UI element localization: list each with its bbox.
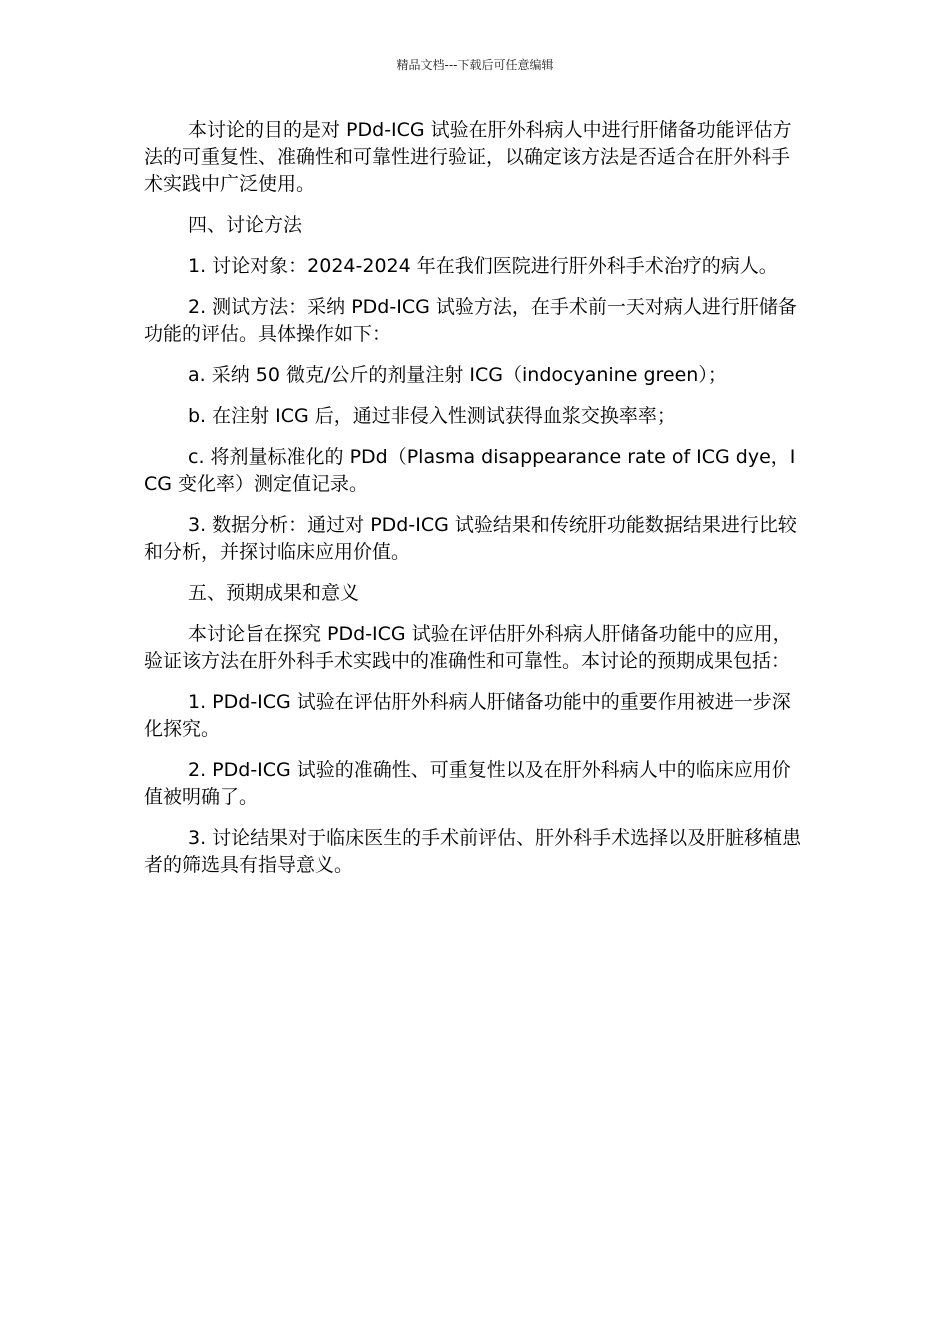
paragraph-subjects: 1. 讨论对象：2024-2024 年在我们医院进行肝外科手术治疗的病人。	[188, 255, 778, 277]
paragraph-data-analysis: 3. 数据分析：通过对 PDd-ICG 试验结果和传统肝功能数据结果进行比较和分析，并探讨临床应用价值。	[144, 514, 797, 563]
paragraph-step-b: b. 在注射 ICG 后，通过非侵入性测试获得血浆交换率率；	[188, 405, 676, 427]
paragraph-purpose: 本讨论的目的是对 PDd-ICG 试验在肝外科病人中进行肝储备功能评估方法的可重复性、准确性和可靠性进行验证，以确定该方法是否适合在肝外科手术实践中广泛使用。	[144, 119, 792, 195]
section-heading-outcomes: 五、预期成果和意义	[188, 582, 360, 604]
paragraph-test-method: 2. 测试方法：采纳 PDd-ICG 试验方法，在手术前一天对病人进行肝储备功能的评估。具体操作如下：	[144, 296, 797, 345]
page-header: 精品文档---下载后可任意编辑	[396, 58, 554, 72]
paragraph-outcome-1: 1. PDd-ICG 试验在评估肝外科病人肝储备功能中的重要作用被进一步深化探究。	[144, 691, 791, 740]
paragraph-outcome-3: 3. 讨论结果对于临床医生的手术前评估、肝外科手术选择以及肝脏移植患者的筛选具有指导意义。	[144, 827, 802, 876]
paragraph-step-c: c. 将剂量标准化的 PDd（Plasma disappearance rate of ICG dye，ICG 变化率）测定值记录。	[144, 446, 796, 495]
document-body	[144, 117, 808, 893]
paragraph-outcomes-intro: 本讨论旨在探究 PDd-ICG 试验在评估肝外科病人肝储备功能中的应用，验证该方法在肝外科手术实践中的准确性和可靠性。本讨论的预期成果包括：	[144, 623, 792, 672]
section-heading-methods: 四、讨论方法	[188, 214, 303, 236]
paragraph-step-a: a. 采纳 50 微克/公斤的剂量注射 ICG（indocyanine green）；	[188, 364, 727, 386]
paragraph-outcome-2: 2. PDd-ICG 试验的准确性、可重复性以及在肝外科病人中的临床应用价值被明确了。	[144, 759, 791, 808]
